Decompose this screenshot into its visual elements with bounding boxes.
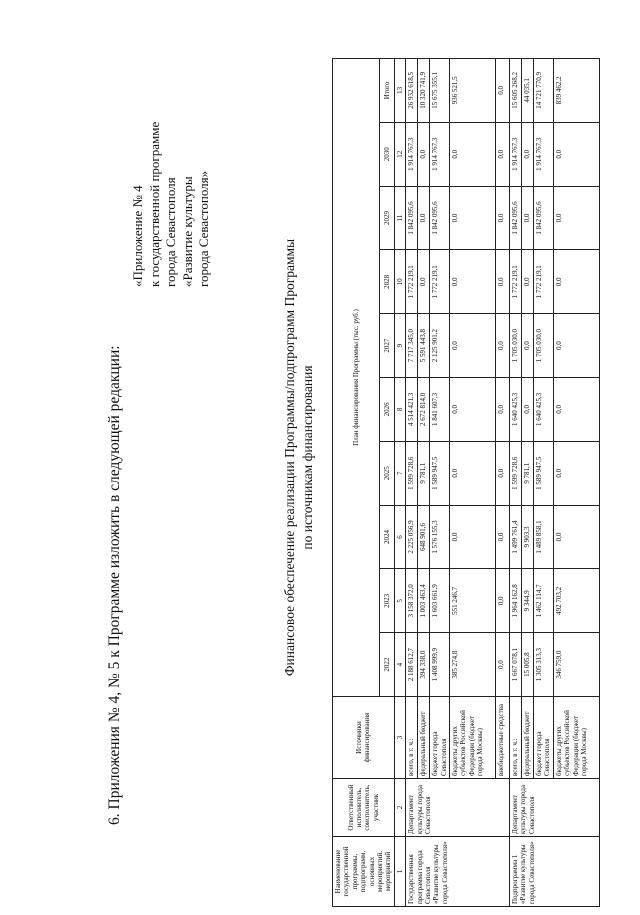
- year-value: 1 589 947,5: [534, 441, 554, 505]
- program-row: [406, 59, 418, 907]
- year-value: 0,0: [418, 186, 430, 250]
- column-index: 1: [394, 837, 405, 907]
- total-value: 839 462,2: [553, 59, 599, 123]
- appendix-line: к государственной программе: [146, 121, 162, 287]
- header-year: 2030: [380, 122, 395, 186]
- year-value: 0,0: [450, 505, 496, 569]
- table-subtitle: по источникам финансирования: [300, 365, 315, 550]
- subprogram-row: [510, 59, 522, 907]
- appendix-line: «Развитие культуры: [179, 176, 195, 287]
- program-name: Государственная программа города Севастополя «Развитие культуры города Севастополя»: [406, 837, 510, 907]
- year-value: 0,0: [553, 250, 599, 314]
- total-value: 10 320 741,9: [418, 59, 430, 123]
- year-value: 1 842 095,6: [406, 186, 418, 250]
- column-index: 7: [394, 441, 405, 505]
- appendix-line: города Севастополя: [163, 177, 178, 287]
- year-value: 5 591 443,8: [418, 314, 430, 378]
- column-index-row: [394, 59, 405, 907]
- funding-source: внебюджетные средства: [496, 697, 510, 779]
- column-index: 9: [394, 314, 405, 378]
- table-title: Финансовое обеспечение реализации Программы/подпрограмм Программы: [282, 238, 297, 677]
- year-value: 0,0: [553, 122, 599, 186]
- subprogram-name: Подпрограмма 1 «Развитие культуры города Севастополя»: [510, 837, 600, 907]
- header-year: 2024: [380, 505, 395, 569]
- column-index: 5: [394, 569, 405, 633]
- year-value: 1 772 219,1: [430, 250, 450, 314]
- year-value: 0,0: [450, 122, 496, 186]
- year-value: 1 964 162,8: [510, 569, 522, 633]
- year-value: 3 158 372,0: [406, 569, 418, 633]
- year-value: 1 841 607,3: [430, 378, 450, 442]
- program-executor: Департамент культуры города Севастополя: [406, 779, 510, 837]
- year-value: 0,0: [522, 314, 534, 378]
- year-value: 1 305 313,3: [534, 633, 554, 697]
- year-value: 0,0: [496, 314, 510, 378]
- year-value: 1 705 030,0: [510, 314, 522, 378]
- year-value: 1 705 030,0: [534, 314, 554, 378]
- header-year: 2023: [380, 569, 395, 633]
- column-index: 12: [394, 122, 405, 186]
- total-value: 14 721 770,9: [534, 59, 554, 123]
- appendix-line: «Приложение № 4: [130, 185, 145, 287]
- funding-source: всего, в т. ч.:: [406, 697, 418, 779]
- header-name: Наименование государственной программы, подпрограмм, основных мероприятий, мероприятий: [333, 837, 395, 907]
- year-value: 1 842 095,6: [534, 186, 554, 250]
- year-value: 551 246,7: [450, 569, 496, 633]
- year-value: 648 901,6: [418, 505, 430, 569]
- total-value: 44 035,1: [522, 59, 534, 123]
- year-value: 1 772 219,1: [534, 250, 554, 314]
- year-value: 0,0: [522, 250, 534, 314]
- year-value: 1 914 767,3: [430, 122, 450, 186]
- funding-source: бюджеты других субъектов Российской Федерации (бюджет города Москвы): [450, 697, 496, 779]
- year-value: 0,0: [418, 250, 430, 314]
- header-year: 2029: [380, 186, 395, 250]
- header-executor: Ответственный исполнитель, соисполнитель, участник: [333, 779, 395, 837]
- year-value: 9 781,1: [522, 441, 534, 505]
- year-value: 1 667 078,1: [510, 633, 522, 697]
- year-value: 2 225 056,9: [406, 505, 418, 569]
- financing-table: [332, 58, 600, 907]
- year-value: 0,0: [418, 122, 430, 186]
- year-value: 1 576 155,3: [430, 505, 450, 569]
- year-value: 0,0: [496, 186, 510, 250]
- year-value: 0,0: [496, 569, 510, 633]
- column-index: 6: [394, 505, 405, 569]
- year-value: 0,0: [496, 378, 510, 442]
- year-value: 0,0: [553, 186, 599, 250]
- year-value: 15 005,8: [522, 633, 534, 697]
- appendix-line: города Севастополя»: [196, 170, 211, 287]
- year-value: 1 914 767,3: [534, 122, 554, 186]
- funding-source: бюджеты других субъектов Российской Федерации (бюджет города Москвы): [553, 697, 599, 779]
- year-value: 0,0: [450, 378, 496, 442]
- year-value: 0,0: [553, 314, 599, 378]
- funding-source: федеральный бюджет: [418, 697, 430, 779]
- year-value: 0,0: [496, 250, 510, 314]
- year-value: 2 125 901,2: [430, 314, 450, 378]
- year-value: 1 842 095,6: [430, 186, 450, 250]
- year-value: 0,0: [553, 441, 599, 505]
- section-heading: 6. Приложения № 4, № 5 к Программе изложить в следующей редакции:: [106, 345, 123, 825]
- column-index: 3: [394, 697, 405, 779]
- column-index: 11: [394, 186, 405, 250]
- year-value: 2 188 612,7: [406, 633, 418, 697]
- total-value: 26 932 618,5: [406, 59, 418, 123]
- year-value: 1 589 947,5: [430, 441, 450, 505]
- year-value: 1 489 858,1: [534, 505, 554, 569]
- year-value: 1 640 425,3: [534, 378, 554, 442]
- subprogram-executor: Департамент культуры города Севастополя: [510, 779, 600, 837]
- year-value: 1 599 728,6: [510, 441, 522, 505]
- year-value: 0,0: [553, 378, 599, 442]
- year-value: 4 514 421,3: [406, 378, 418, 442]
- total-value: 936 521,5: [450, 59, 496, 123]
- year-value: 1 772 219,1: [406, 250, 418, 314]
- header-year: 2028: [380, 250, 395, 314]
- year-value: 1 599 728,6: [406, 441, 418, 505]
- year-value: 1 640 425,3: [510, 378, 522, 442]
- header-year: 2022: [380, 633, 395, 697]
- year-value: 0,0: [496, 441, 510, 505]
- year-value: 1 408 999,9: [430, 633, 450, 697]
- year-value: 0,0: [496, 633, 510, 697]
- year-value: 0,0: [450, 314, 496, 378]
- year-value: 385 274,8: [450, 633, 496, 697]
- year-value: 9 781,1: [418, 441, 430, 505]
- year-value: 492 703,2: [553, 569, 599, 633]
- total-value: 0,0: [496, 59, 510, 123]
- header-year: 2027: [380, 314, 395, 378]
- funding-source: бюджет города Севастополя: [534, 697, 554, 779]
- header-year: 2025: [380, 441, 395, 505]
- year-value: 0,0: [496, 122, 510, 186]
- year-value: 9 344,9: [522, 569, 534, 633]
- header-plan: План финансирования Программы (тыс. руб.): [333, 59, 380, 697]
- header-source: Источники финансирования: [333, 697, 395, 779]
- year-value: 0,0: [450, 186, 496, 250]
- year-value: 1 462 114,7: [534, 569, 554, 633]
- year-value: 7 717 345,0: [406, 314, 418, 378]
- header-year: 2026: [380, 378, 395, 442]
- year-value: 1 499 761,4: [510, 505, 522, 569]
- year-value: 1 003 463,4: [418, 569, 430, 633]
- year-value: 0,0: [553, 505, 599, 569]
- appendix-caption: [130, 122, 213, 287]
- funding-source: бюджет города Севастополя: [430, 697, 450, 779]
- total-value: 15 605 268,2: [510, 59, 522, 123]
- year-value: 0,0: [450, 441, 496, 505]
- total-value: 15 675 355,1: [430, 59, 450, 123]
- year-value: 9 903,3: [522, 505, 534, 569]
- year-value: 0,0: [522, 378, 534, 442]
- funding-source: федеральный бюджет: [522, 697, 534, 779]
- year-value: 1 842 095,6: [510, 186, 522, 250]
- year-value: 1 914 767,3: [510, 122, 522, 186]
- year-value: 1 603 661,9: [430, 569, 450, 633]
- year-value: 2 672 814,0: [418, 378, 430, 442]
- year-value: 346 759,0: [553, 633, 599, 697]
- column-index: 8: [394, 378, 405, 442]
- header-total: Итого: [380, 59, 395, 123]
- column-index: 2: [394, 779, 405, 837]
- column-index: 13: [394, 59, 405, 123]
- year-value: 1 914 767,3: [406, 122, 418, 186]
- year-value: 0,0: [450, 250, 496, 314]
- column-index: 4: [394, 633, 405, 697]
- year-value: 0,0: [522, 186, 534, 250]
- year-value: 0,0: [496, 505, 510, 569]
- year-value: 0,0: [522, 122, 534, 186]
- year-value: 1 772 219,1: [510, 250, 522, 314]
- column-index: 10: [394, 250, 405, 314]
- funding-source: всего, в т. ч.:: [510, 697, 522, 779]
- year-value: 394 338,0: [418, 633, 430, 697]
